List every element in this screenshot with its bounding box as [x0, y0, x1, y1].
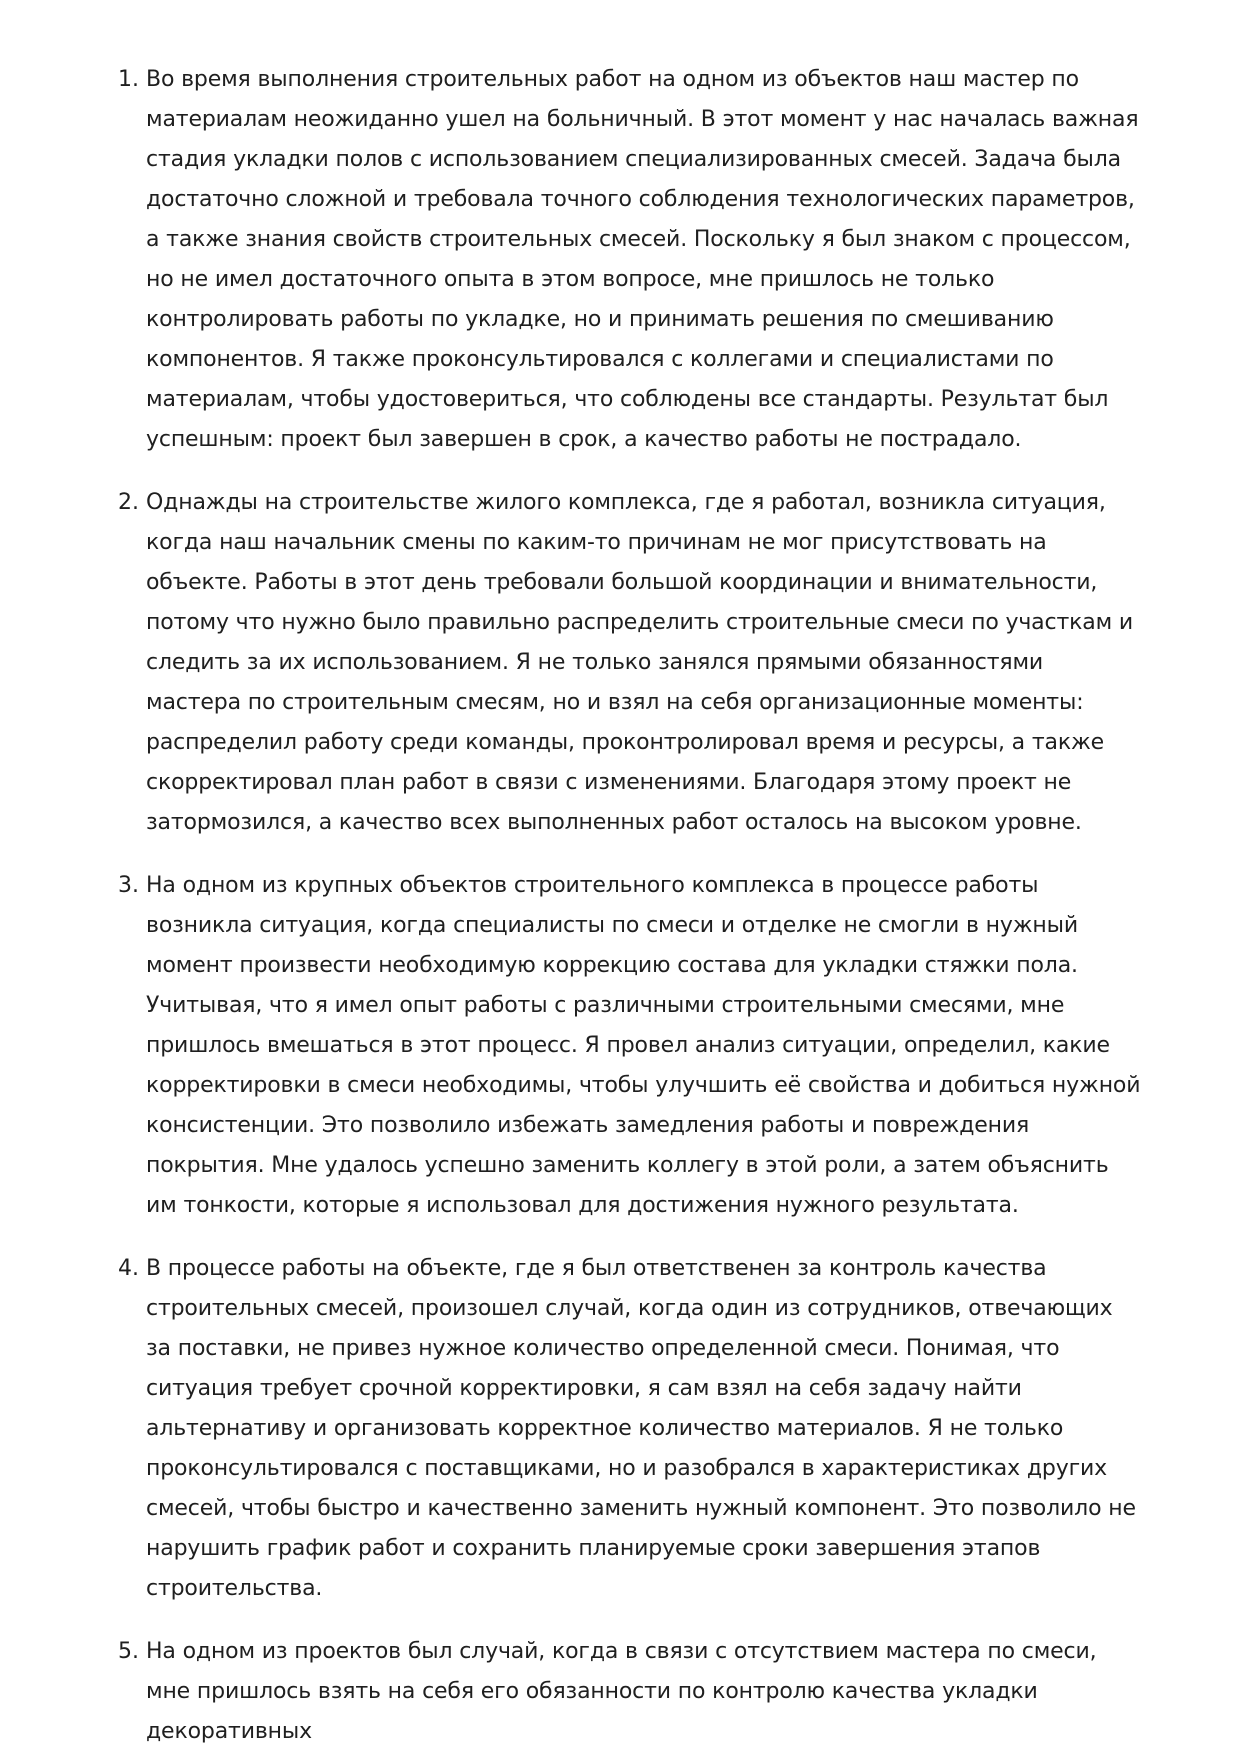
list-item: [118, 1632, 1143, 1752]
list-item-number: 5.: [118, 1639, 139, 1664]
list-item-number: 2.: [118, 490, 139, 515]
list-item-number: 3.: [118, 873, 139, 898]
numbered-list: [118, 60, 1143, 1752]
list-item-number: 4.: [118, 1256, 139, 1281]
list-item-text: На одном из проектов был случай, когда в связи с отсутствием мастера по смеси, мне пришлось взять на себя его обязанности по контролю качества укладки декоративных: [146, 1639, 1097, 1744]
list-item-text: На одном из крупных объектов строительного комплекса в процессе работы возникла ситуация, когда специалисты по смеси и отделке не смогли в нужный момент произвести необходимую коррекцию состава для укладки стяжки пола. Учитывая, что я имел опыт работы с различными строительными смесями, мне пришлось вмешаться в этот процесс. Я провел анализ ситуации, определил, какие корректировки в смеси необходимы, чтобы улучшить её свойства и добиться нужной консистенции. Это позволило избежать замедления работы и повреждения покрытия. Мне удалось успешно заменить коллегу в этой роли, а затем объяснить им тонкости, которые я использовал для достижения нужного результата.: [146, 873, 1141, 1218]
list-item: [118, 60, 1143, 460]
list-item-number: 1.: [118, 67, 139, 92]
list-item-text: Во время выполнения строительных работ на одном из объектов наш мастер по материалам неожиданно ушел на больничный. В этот момент у нас началась важная стадия укладки полов с использованием специализированных смесей. Задача была достаточно сложной и требовала точного соблюдения технологических параметров, а также знания свойств строительных смесей. Поскольку я был знаком с процессом, но не имел достаточного опыта в этом вопросе, мне пришлось не только контролировать работы по укладке, но и принимать решения по смешиванию компонентов. Я также проконсультировался с коллегами и специалистами по материалам, чтобы удостовериться, что соблюдены все стандарты. Результат был успешным: проект был завершен в срок, а качество работы не пострадало.: [146, 67, 1139, 452]
list-item: [118, 483, 1143, 843]
list-item-text: Однажды на строительстве жилого комплекса, где я работал, возникла ситуация, когда наш начальник смены по каким-то причинам не мог присутствовать на объекте. Работы в этот день требовали большой координации и внимательности, потому что нужно было правильно распределить строительные смеси по участкам и следить за их использованием. Я не только занялся прямыми обязанностями мастера по строительным смесям, но и взял на себя организационные моменты: распределил работу среди команды, проконтролировал время и ресурсы, а также скорректировал план работ в связи с изменениями. Благодаря этому проект не затормозился, а качество всех выполненных работ осталось на высоком уровне.: [146, 490, 1134, 835]
list-item: [118, 866, 1143, 1226]
list-item: [118, 1249, 1143, 1609]
list-item-text: В процессе работы на объекте, где я был ответственен за контроль качества строительных смесей, произошел случай, когда один из сотрудников, отвечающих за поставки, не привез нужное количество определенной смеси. Понимая, что ситуация требует срочной корректировки, я сам взял на себя задачу найти альтернативу и организовать корректное количество материалов. Я не только проконсультировался с поставщиками, но и разобрался в характеристиках других смесей, чтобы быстро и качественно заменить нужный компонент. Это позволило не нарушить график работ и сохранить планируемые сроки завершения этапов строительства.: [146, 1256, 1136, 1601]
